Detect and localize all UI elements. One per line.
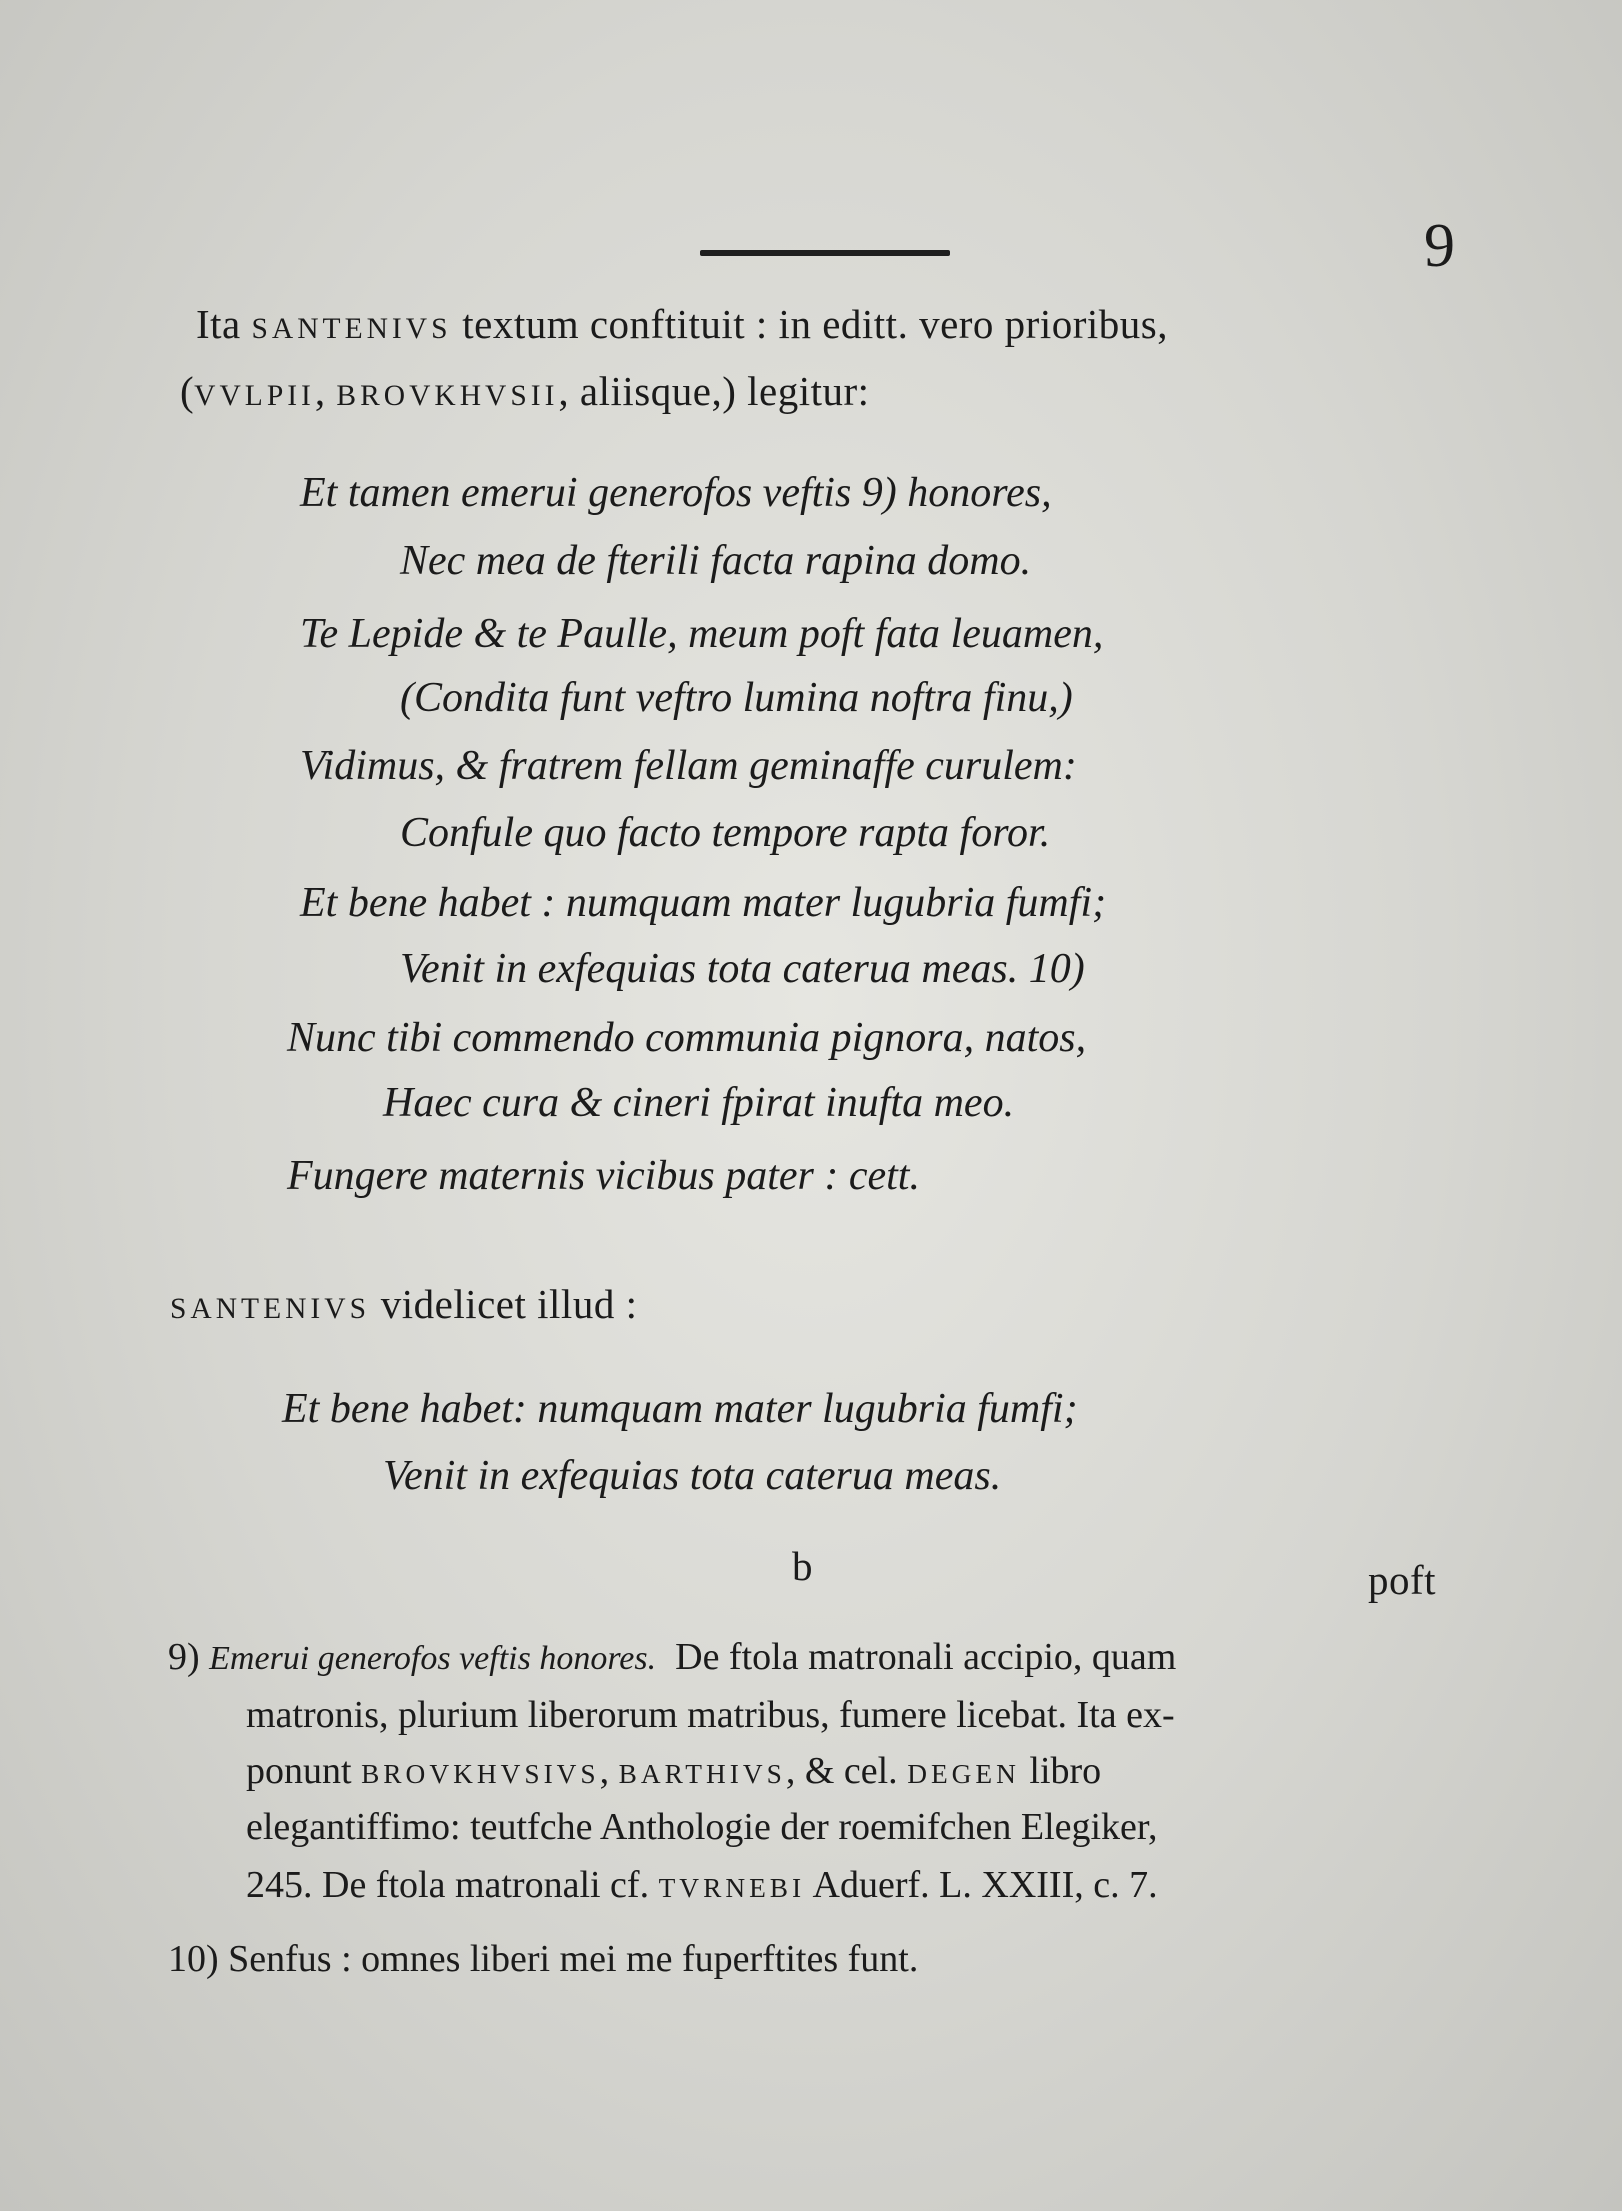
verse-line: Haec cura & cineri fpirat inufta meo.	[383, 1080, 1015, 1126]
page-number: 9	[1424, 212, 1455, 280]
intro-line-1-pre: Ita	[196, 301, 252, 347]
footnote-9-sep: ,	[599, 1750, 619, 1792]
footnote-9-line-1-rest: De ftola matronali accipio, quam	[675, 1636, 1177, 1678]
footnote-9-line-1	[168, 1632, 1176, 1684]
author-name-turnebi: TVRNEBI	[658, 1873, 806, 1903]
santenius-line-post: videlicet illud :	[369, 1281, 638, 1327]
verse-line: Et bene habet: numquam mater lugubria fumfi;	[282, 1386, 1078, 1432]
footnote-9-line-3	[246, 1746, 1101, 1799]
intro-line-2	[180, 365, 870, 422]
footnote-9-line-3-pre: ponunt	[246, 1750, 362, 1792]
verse-line: Venit in exfequias tota caterua meas. 10)	[400, 946, 1085, 992]
author-name-santenius: SANTENIVS	[251, 313, 452, 345]
verse-line: Nec mea de fterili facta rapina domo.	[400, 538, 1032, 584]
author-name-broukhusii: BROVKHVSII	[336, 380, 559, 412]
author-name-broukhusius: BROVKHVSIVS	[361, 1759, 600, 1789]
intro-line-1-post: textum conftituit : in editt. vero prioribus,	[451, 301, 1168, 347]
verse-line: Et tamen emerui generofos veftis 9) honores,	[300, 470, 1052, 516]
footnote-9-line-5-pre: 245. De ftola matronali cf.	[246, 1864, 659, 1906]
author-name-barthius: BARTHIVS	[618, 1759, 786, 1789]
verse-line: (Condita funt veftro lumina noftra finu,)	[400, 675, 1073, 721]
author-name-degen: DEGEN	[907, 1759, 1020, 1789]
author-name-vulpii: VVLPII	[194, 380, 315, 412]
footnote-9-label: 9)	[168, 1636, 200, 1678]
verse-line: Vidimus, & fratrem fellam geminaffe curulem:	[300, 743, 1077, 789]
intro-line-1	[196, 298, 1168, 355]
footnote-9-sep: , & cel.	[785, 1750, 908, 1792]
intro-line-2-pre: (	[180, 368, 195, 414]
verse-line: Confule quo facto tempore rapta foror.	[400, 810, 1051, 856]
footnote-10: 10) Senfus : omnes liberi mei me fuperftites funt.	[168, 1938, 919, 1980]
intro-line-2-sep: ,	[314, 368, 337, 414]
verse-line: Venit in exfequias tota caterua meas.	[383, 1453, 1002, 1499]
signature-mark: b	[792, 1543, 813, 1589]
verse-line: Fungere maternis vicibus pater : cett.	[287, 1153, 920, 1199]
santenius-line	[170, 1278, 637, 1335]
footnote-9-lemma: Emerui generofos veftis honores.	[209, 1640, 657, 1677]
footnote-9-line-2: matronis, plurium liberorum matribus, fumere licebat. Ita ex-	[246, 1694, 1175, 1736]
intro-line-2-post: , aliisque,) legitur:	[558, 368, 870, 414]
footnote-9-line-3-post: libro	[1019, 1750, 1102, 1792]
footnote-9-line-5-post: Aduerf. L. XXIII, c. 7.	[805, 1864, 1158, 1906]
footnote-9-line-4: elegantiffimo: teutfche Anthologie der roemifchen Elegiker,	[246, 1806, 1158, 1848]
verse-line: Et bene habet : numquam mater lugubria fumfi;	[300, 880, 1107, 926]
header-rule	[700, 250, 950, 256]
verse-line: Te Lepide & te Paulle, meum poft fata leuamen,	[300, 611, 1104, 657]
catchword: poft	[1368, 1557, 1437, 1603]
author-name-santenius: SANTENIVS	[170, 1293, 370, 1325]
footnote-9-line-5	[246, 1860, 1158, 1913]
verse-line: Nunc tibi commendo communia pignora, natos,	[287, 1015, 1087, 1061]
